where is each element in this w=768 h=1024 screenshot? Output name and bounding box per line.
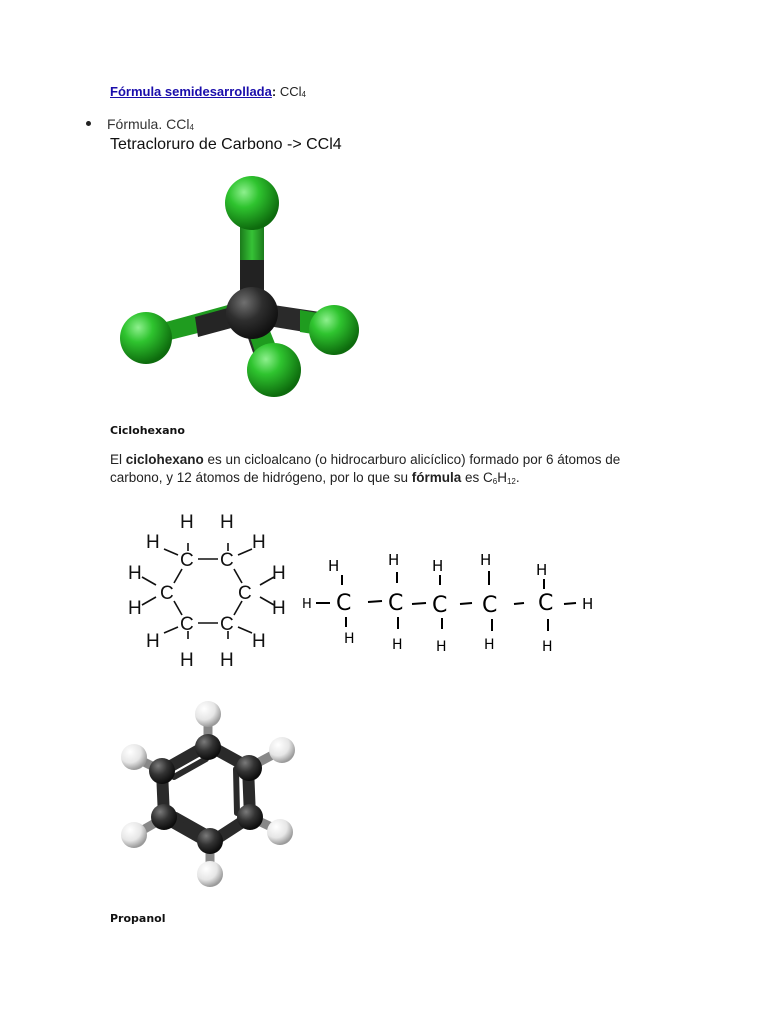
chlorine-atom-right (309, 305, 359, 355)
hw-h-bottom-3: H (436, 639, 447, 655)
atom-h: H (128, 563, 142, 584)
para-sub-12: 12 (506, 477, 516, 486)
para-bold-ciclohexano: ciclohexano (125, 452, 204, 467)
hydrogen-atom (121, 822, 147, 848)
hw-h-top-5: H (536, 561, 548, 579)
hw-h-bottom-5: H (542, 639, 553, 655)
carbon-atom (236, 755, 262, 781)
atom-h: H (272, 598, 286, 619)
carbon-atom (195, 734, 221, 760)
carbon-atom (226, 287, 278, 339)
hw-h-top-1: H (328, 557, 340, 575)
atom-c: C (180, 614, 194, 635)
atom-h: H (128, 598, 142, 619)
tetracloruro-title: Tetracloruro de Carbono -> CCl4 (110, 136, 342, 153)
bullet-text: Fórmula. CCl (107, 116, 190, 132)
handwritten-chain-formula (300, 545, 610, 660)
carbon-atom (151, 804, 177, 830)
carbon-atom (149, 758, 175, 784)
section-propanol-heading: Propanol (110, 912, 166, 925)
hw-h-bottom-2: H (392, 637, 403, 653)
atom-h: H (272, 563, 286, 584)
para-text-2: es un cicloalcano (o hidrocarburo alicíclico) formado por 6 átomos de carbono, y 12 átomos de hidrógeno, por lo que su (110, 452, 621, 485)
benzene-molecule-model (110, 695, 310, 895)
chlorine-atom-top (225, 176, 279, 230)
atom-c: C (180, 550, 194, 571)
hydrogen-atom (267, 819, 293, 845)
ccl4-subscript: 4 (301, 90, 306, 99)
hw-c-1: C (336, 591, 352, 616)
para-text-3: es C (461, 470, 493, 485)
hw-h-right: H (582, 595, 594, 613)
para-bold-formula: fórmula (411, 470, 462, 485)
hw-h-top-2: H (388, 551, 400, 569)
hw-h-bottom-4: H (484, 637, 495, 653)
handwritten-bottom-h (344, 631, 553, 655)
atom-c: C (220, 614, 234, 635)
bullet-item (86, 116, 194, 132)
hw-c-3: C (432, 593, 448, 618)
hw-c-2: C (388, 591, 404, 616)
section-ciclohexano-heading: Ciclohexano (110, 424, 185, 437)
atom-h: H (220, 512, 234, 533)
atom-h: H (180, 512, 194, 533)
para-text-1: El (110, 452, 126, 467)
ccl4-formula: CCl (279, 84, 302, 99)
atom-h: H (146, 532, 160, 553)
formula-line (110, 84, 306, 99)
hw-c-4: C (482, 593, 498, 618)
hw-c-5: C (538, 591, 554, 616)
handwritten-carbons (336, 591, 553, 618)
hw-h-top-4: H (480, 551, 492, 569)
handwritten-top-h (328, 551, 547, 579)
para-text-4: H (497, 470, 507, 485)
atom-c: C (238, 583, 252, 604)
atom-h: H (180, 650, 194, 671)
atom-h: H (252, 631, 266, 652)
hydrogen-atom (197, 861, 223, 887)
formula-semidesarrollada-link[interactable]: Fórmula semidesarrollada (110, 84, 272, 99)
atom-c: C (220, 550, 234, 571)
bullet-subscript: 4 (189, 123, 194, 132)
para-sub-6: 6 (492, 477, 498, 486)
hydrogen-atom (269, 737, 295, 763)
para-text-5: . (515, 470, 520, 485)
chlorine-atom-bottom (247, 343, 301, 397)
atom-h: H (220, 650, 234, 671)
carbon-atom (197, 828, 223, 854)
carbon-atom (237, 804, 263, 830)
hw-h-left: H (302, 597, 312, 612)
chlorine-atom-left (120, 312, 172, 364)
hw-h-top-3: H (432, 557, 444, 575)
hydrogen-atom (121, 744, 147, 770)
ciclohexano-paragraph (110, 451, 670, 491)
atom-h: H (146, 631, 160, 652)
hw-h-bottom-1: H (344, 631, 355, 647)
cyclohexane-structural-formula (120, 505, 300, 675)
atom-c: C (160, 583, 174, 604)
ccl4-molecule-model (110, 175, 370, 405)
bullet-dot-icon (86, 121, 91, 126)
atom-h: H (252, 532, 266, 553)
cyclohexane-labels (128, 512, 286, 671)
colon: : (271, 84, 277, 99)
hydrogen-atom (195, 701, 221, 727)
